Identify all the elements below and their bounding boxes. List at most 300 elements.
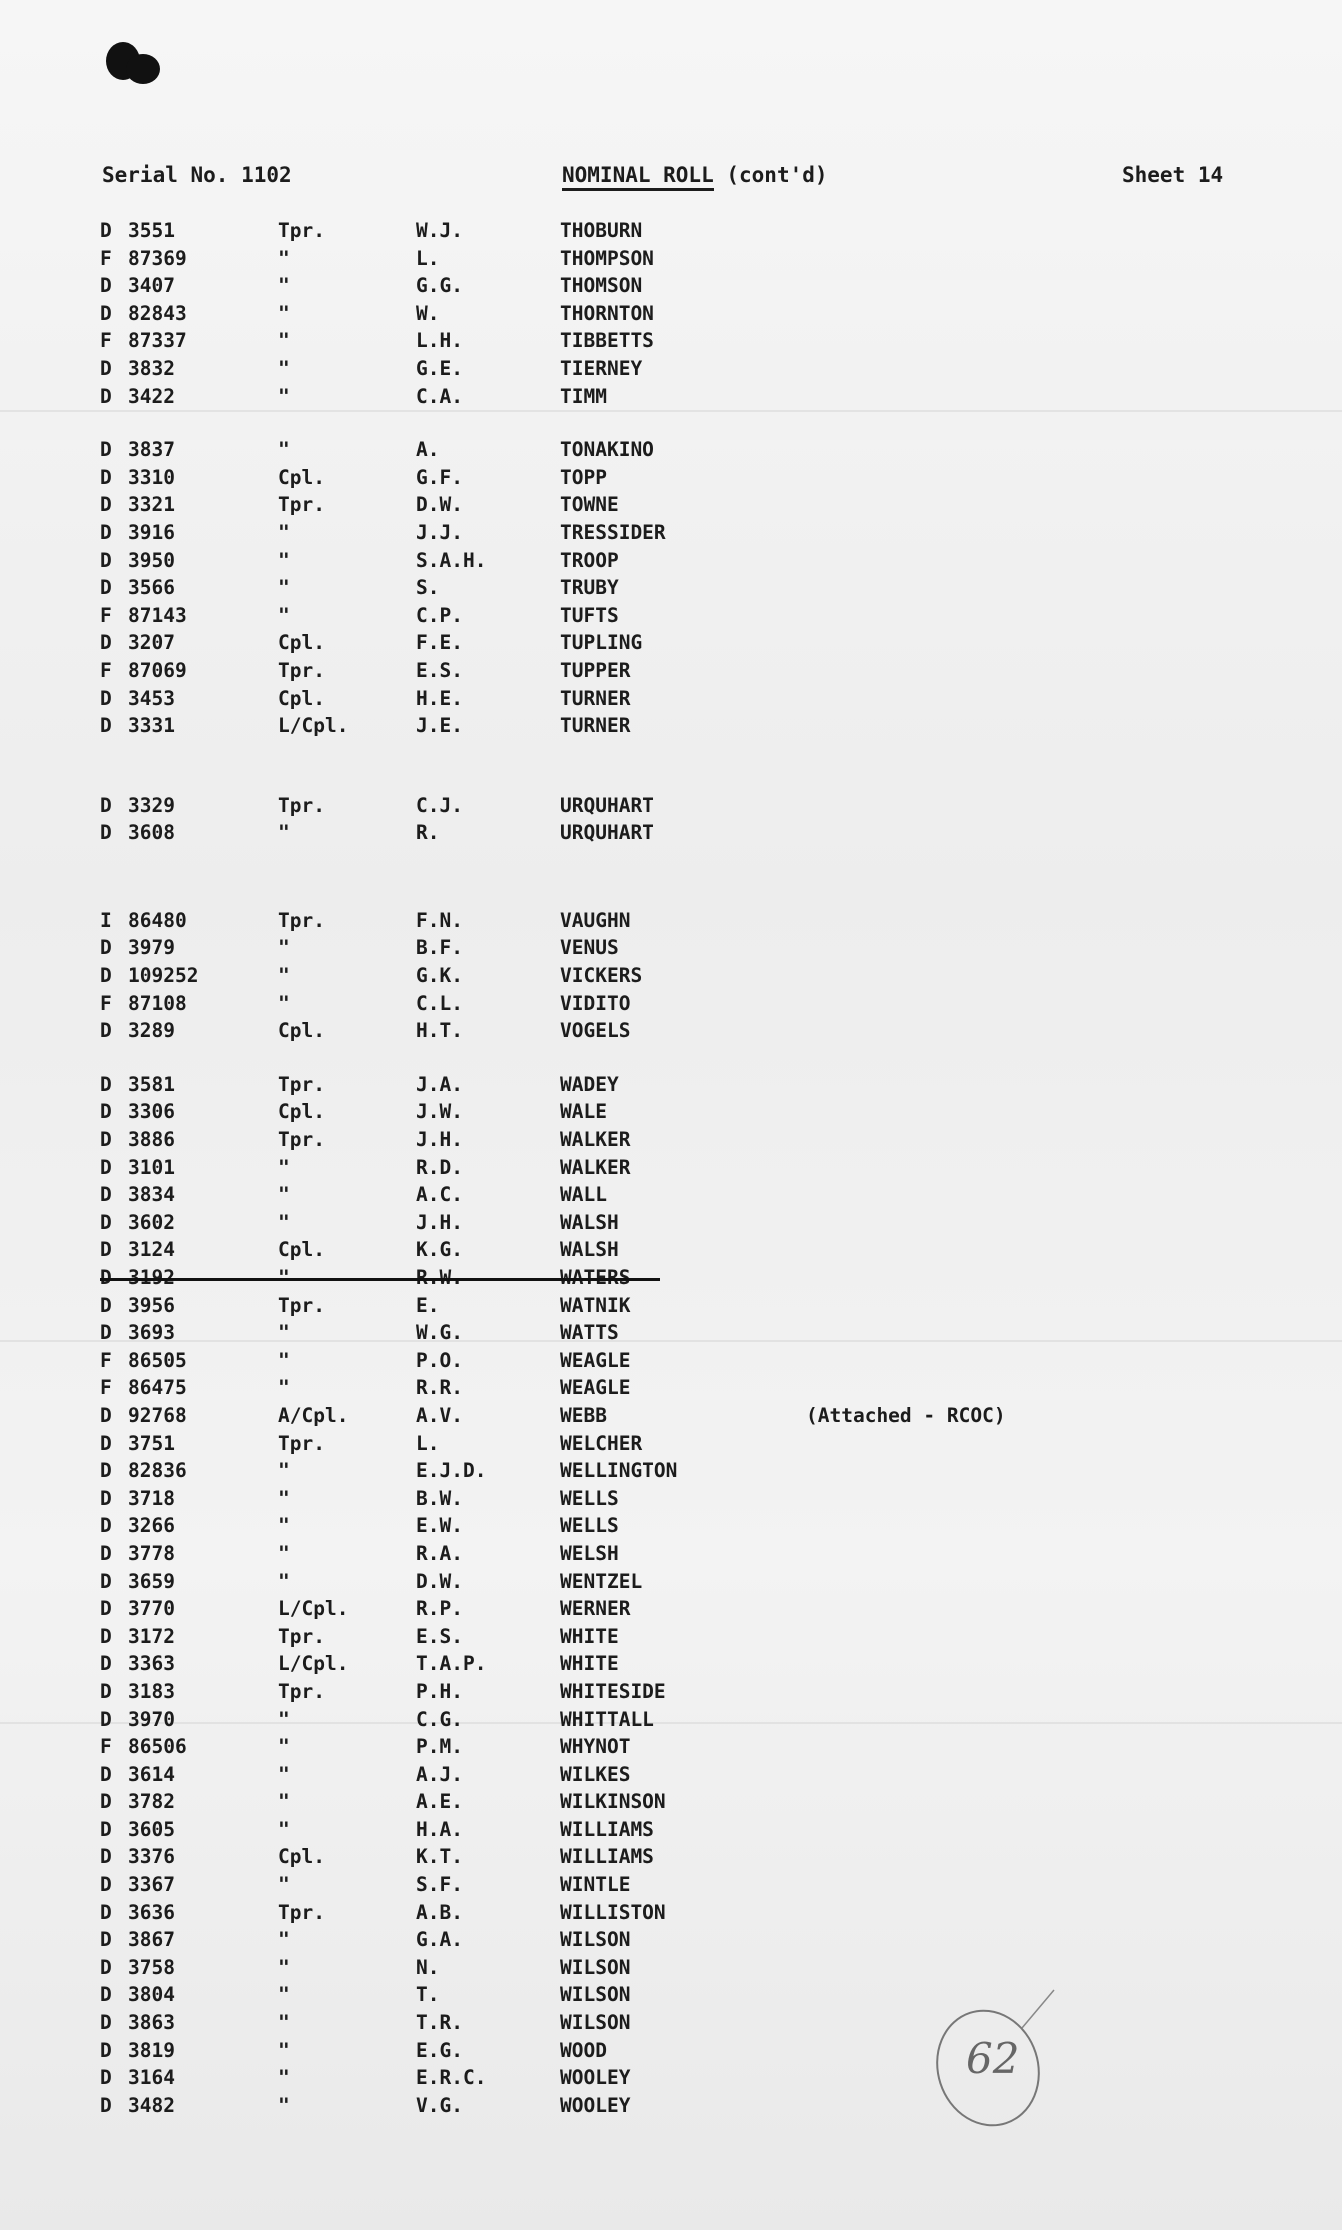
- rank: ": [278, 1514, 290, 1538]
- service-number: 3306: [128, 1100, 175, 1124]
- service-number: 3608: [128, 821, 175, 845]
- initials: A.: [416, 438, 440, 462]
- surname: TUPPER: [560, 658, 631, 682]
- surname: WILSON: [560, 1983, 631, 2007]
- service-prefix: D: [100, 2093, 112, 2117]
- initials: J.E.: [416, 714, 463, 738]
- service-number: 3758: [128, 1955, 175, 1979]
- rank: ": [278, 1541, 290, 1565]
- service-number: 3659: [128, 1569, 175, 1593]
- initials: A.V.: [416, 1403, 463, 1427]
- roll-entry: [0, 1432, 1342, 1460]
- service-number: 3367: [128, 1873, 175, 1897]
- rank: Tpr.: [278, 219, 325, 242]
- rank: ": [278, 1321, 290, 1345]
- initials: W.J.: [416, 219, 463, 242]
- surname: WALE: [560, 1100, 607, 1124]
- surname: THOBURN: [560, 219, 643, 242]
- roll-entry: [0, 1183, 1342, 1211]
- service-prefix: D: [100, 1486, 112, 1510]
- roll-entry: [0, 1790, 1342, 1818]
- service-number: 3819: [128, 2038, 175, 2062]
- surname: WELLS: [560, 1514, 619, 1538]
- service-number: 3329: [128, 793, 175, 817]
- service-prefix: F: [100, 1348, 112, 1372]
- initials: T.: [416, 1983, 440, 2007]
- service-prefix: D: [100, 1403, 112, 1427]
- service-prefix: D: [100, 1431, 112, 1455]
- rank: A/Cpl.: [278, 1403, 349, 1427]
- initials: P.O.: [416, 1348, 463, 1372]
- rank: Tpr.: [278, 908, 325, 932]
- service-prefix: D: [100, 1928, 112, 1952]
- rank: ": [278, 1348, 290, 1372]
- rank: Cpl.: [278, 1845, 325, 1869]
- roll-entry: [0, 438, 1342, 466]
- service-prefix: D: [100, 384, 112, 408]
- service-number: 92768: [128, 1403, 187, 1427]
- service-prefix: D: [100, 1155, 112, 1179]
- roll-entry: [0, 1818, 1342, 1846]
- service-number: 3718: [128, 1486, 175, 1510]
- service-prefix: F: [100, 329, 112, 353]
- service-number: 3970: [128, 1707, 175, 1731]
- roll-entry: [0, 1597, 1342, 1625]
- roll-entry: [0, 1901, 1342, 1929]
- initials: A.J.: [416, 1762, 463, 1786]
- initials: R.R.: [416, 1376, 463, 1400]
- roll-entry: [0, 329, 1342, 357]
- surname: VAUGHN: [560, 908, 631, 932]
- service-prefix: F: [100, 991, 112, 1015]
- initials: A.C.: [416, 1183, 463, 1207]
- surname: WEAGLE: [560, 1348, 631, 1372]
- rank: ": [278, 1376, 290, 1400]
- surname: WOOLEY: [560, 2093, 631, 2117]
- title-underlined: NOMINAL ROLL: [562, 163, 714, 191]
- service-number: 87337: [128, 329, 187, 353]
- surname: TOWNE: [560, 493, 619, 517]
- service-number: 3867: [128, 1928, 175, 1952]
- initials: B.W.: [416, 1486, 463, 1510]
- initials: D.W.: [416, 493, 463, 517]
- initials: E.J.D.: [416, 1459, 487, 1483]
- initials: R.: [416, 821, 440, 845]
- surname: TURNER: [560, 714, 631, 738]
- initials: E.R.C.: [416, 2066, 487, 2090]
- service-number: 3289: [128, 1019, 175, 1043]
- initials: P.M.: [416, 1735, 463, 1759]
- service-prefix: D: [100, 548, 112, 572]
- surname: TIBBETTS: [560, 329, 654, 353]
- surname: WALL: [560, 1183, 607, 1207]
- rank: ": [278, 1735, 290, 1759]
- roll-entry: [0, 1708, 1342, 1736]
- service-prefix: D: [100, 576, 112, 600]
- surname: WATTS: [560, 1321, 619, 1345]
- rank: ": [278, 1210, 290, 1234]
- surname: TONAKINO: [560, 438, 654, 462]
- service-prefix: D: [100, 793, 112, 817]
- rank: ": [278, 2093, 290, 2117]
- rank: Cpl.: [278, 1019, 325, 1043]
- rank: ": [278, 384, 290, 408]
- initials: G.E.: [416, 356, 463, 380]
- surname: THOMSON: [560, 274, 643, 298]
- service-prefix: D: [100, 1597, 112, 1621]
- service-number: 3310: [128, 465, 175, 489]
- serial-number: Serial No. 1102: [102, 163, 292, 187]
- roll-entry: [0, 219, 1342, 247]
- service-prefix: D: [100, 1128, 112, 1152]
- surname: WILSON: [560, 2011, 631, 2035]
- rank: Cpl.: [278, 1100, 325, 1124]
- rank: ": [278, 246, 290, 270]
- roll-entry: [0, 302, 1342, 330]
- initials: E.: [416, 1293, 440, 1317]
- rank: ": [278, 1707, 290, 1731]
- initials: B.F.: [416, 936, 463, 960]
- rank: ": [278, 2011, 290, 2035]
- surname: WELLINGTON: [560, 1459, 678, 1483]
- surname: WOOLEY: [560, 2066, 631, 2090]
- surname: WEAGLE: [560, 1376, 631, 1400]
- initials: G.F.: [416, 465, 463, 489]
- roll-entry: [0, 1514, 1342, 1542]
- service-number: 3172: [128, 1624, 175, 1648]
- service-prefix: D: [100, 821, 112, 845]
- page-number-text: 62: [966, 2034, 1020, 2083]
- initials: J.W.: [416, 1100, 463, 1124]
- service-prefix: F: [100, 658, 112, 682]
- service-prefix: D: [100, 1459, 112, 1483]
- service-prefix: D: [100, 631, 112, 655]
- roll-entry: [0, 1652, 1342, 1680]
- service-number: 82836: [128, 1459, 187, 1483]
- service-number: 3422: [128, 384, 175, 408]
- roll-entry: [0, 385, 1342, 413]
- initials: E.S.: [416, 658, 463, 682]
- roll-entry: [0, 1763, 1342, 1791]
- roll-entry: [0, 2094, 1342, 2122]
- initials: J.H.: [416, 1128, 463, 1152]
- rank: Cpl.: [278, 465, 325, 489]
- service-number: 3950: [128, 548, 175, 572]
- service-number: 3331: [128, 714, 175, 738]
- roll-entry: [0, 466, 1342, 494]
- service-number: 86505: [128, 1348, 187, 1372]
- service-prefix: D: [100, 520, 112, 544]
- rank: Cpl.: [278, 1238, 325, 1262]
- service-prefix: D: [100, 2066, 112, 2090]
- rank: ": [278, 1569, 290, 1593]
- rank: ": [278, 1928, 290, 1952]
- service-number: 3804: [128, 1983, 175, 2007]
- surname: WINTLE: [560, 1873, 631, 1897]
- initials: L.: [416, 1431, 440, 1455]
- surname: WALSH: [560, 1238, 619, 1262]
- surname: WENTZEL: [560, 1569, 643, 1593]
- initials: E.W.: [416, 1514, 463, 1538]
- surname: WELCHER: [560, 1431, 643, 1455]
- roll-entry: [0, 964, 1342, 992]
- rank: ": [278, 991, 290, 1015]
- roll-entry: [0, 1983, 1342, 2011]
- roll-entry: [0, 604, 1342, 632]
- service-number: 3956: [128, 1293, 175, 1317]
- initials: R.P.: [416, 1597, 463, 1621]
- roll-entry: [0, 1349, 1342, 1377]
- rank: L/Cpl.: [278, 714, 349, 738]
- service-prefix: D: [100, 1900, 112, 1924]
- service-prefix: D: [100, 1873, 112, 1897]
- surname: URQUHART: [560, 793, 654, 817]
- rank: Tpr.: [278, 1431, 325, 1455]
- service-prefix: F: [100, 603, 112, 627]
- service-number: 3605: [128, 1817, 175, 1841]
- surname: TURNER: [560, 686, 631, 710]
- roll-entry: [0, 247, 1342, 275]
- surname: TUFTS: [560, 603, 619, 627]
- roll-entry: [0, 794, 1342, 822]
- rank: ": [278, 329, 290, 353]
- rank: ": [278, 301, 290, 325]
- initials: N.: [416, 1955, 440, 1979]
- rank: Tpr.: [278, 1293, 325, 1317]
- surname: WHITESIDE: [560, 1679, 666, 1703]
- surname: WILLIAMS: [560, 1817, 654, 1841]
- service-prefix: D: [100, 1183, 112, 1207]
- service-prefix: F: [100, 1735, 112, 1759]
- service-prefix: D: [100, 1100, 112, 1124]
- service-prefix: D: [100, 1679, 112, 1703]
- initials: A.E.: [416, 1790, 463, 1814]
- rank: ": [278, 2038, 290, 2062]
- initials: E.S.: [416, 1624, 463, 1648]
- surname: URQUHART: [560, 821, 654, 845]
- remark: (Attached - RCOC): [806, 1403, 1006, 1427]
- service-number: 3770: [128, 1597, 175, 1621]
- initials: K.T.: [416, 1845, 463, 1869]
- service-number: 3376: [128, 1845, 175, 1869]
- roll-entry: [0, 274, 1342, 302]
- roll-entry: [0, 576, 1342, 604]
- service-number: 3551: [128, 219, 175, 242]
- service-number: 3602: [128, 1210, 175, 1234]
- surname: WHYNOT: [560, 1735, 631, 1759]
- roll-entry: [0, 1321, 1342, 1349]
- service-number: 3453: [128, 686, 175, 710]
- service-number: 3979: [128, 936, 175, 960]
- service-number: 109252: [128, 964, 199, 988]
- rank: Cpl.: [278, 686, 325, 710]
- service-number: 3636: [128, 1900, 175, 1924]
- service-number: 3183: [128, 1679, 175, 1703]
- roll-entry: [0, 909, 1342, 937]
- rank: ": [278, 1459, 290, 1483]
- roll-entry: [0, 1570, 1342, 1598]
- roll-entry: [0, 714, 1342, 742]
- initials: E.G.: [416, 2038, 463, 2062]
- initials: D.W.: [416, 1569, 463, 1593]
- service-prefix: D: [100, 1707, 112, 1731]
- surname: WERNER: [560, 1597, 631, 1621]
- service-number: 3363: [128, 1652, 175, 1676]
- service-prefix: D: [100, 714, 112, 738]
- rank: Tpr.: [278, 493, 325, 517]
- surname: TOPP: [560, 465, 607, 489]
- service-number: 3207: [128, 631, 175, 655]
- rank: Tpr.: [278, 1072, 325, 1096]
- page-header: [0, 163, 1342, 193]
- service-number: 87069: [128, 658, 187, 682]
- service-number: 3693: [128, 1321, 175, 1345]
- surname: VIDITO: [560, 991, 631, 1015]
- rank: Tpr.: [278, 658, 325, 682]
- initials: C.G.: [416, 1707, 463, 1731]
- rank: ": [278, 936, 290, 960]
- initials: C.L.: [416, 991, 463, 1015]
- roll-entry: [0, 1266, 1342, 1294]
- service-number: 3886: [128, 1128, 175, 1152]
- surname: TRESSIDER: [560, 520, 666, 544]
- service-prefix: D: [100, 465, 112, 489]
- roll-entry: [0, 2011, 1342, 2039]
- rank: ": [278, 274, 290, 298]
- service-prefix: D: [100, 1514, 112, 1538]
- title-suffix: (cont'd): [726, 163, 828, 187]
- service-number: 3832: [128, 356, 175, 380]
- rank: ": [278, 821, 290, 845]
- service-number: 3101: [128, 1155, 175, 1179]
- rank: ": [278, 356, 290, 380]
- initials: J.H.: [416, 1210, 463, 1234]
- service-number: 87369: [128, 246, 187, 270]
- sheet-number: Sheet 14: [1122, 163, 1224, 187]
- service-prefix: I: [100, 908, 112, 932]
- handwritten-page-number: [926, 1986, 1056, 2136]
- roll-entry: [0, 1156, 1342, 1184]
- initials: C.J.: [416, 793, 463, 817]
- initials: J.J.: [416, 520, 463, 544]
- rank: Tpr.: [278, 1679, 325, 1703]
- surname: WALKER: [560, 1128, 631, 1152]
- ink-blot-mark: [104, 42, 164, 88]
- service-prefix: D: [100, 1072, 112, 1096]
- surname: VOGELS: [560, 1019, 631, 1043]
- service-number: 3407: [128, 274, 175, 298]
- strikethrough-line: [100, 1278, 660, 1281]
- service-number: 3614: [128, 1762, 175, 1786]
- surname: WHITE: [560, 1652, 619, 1676]
- rank: ": [278, 1762, 290, 1786]
- service-number: 87143: [128, 603, 187, 627]
- surname: WOOD: [560, 2038, 607, 2062]
- rank: ": [278, 1817, 290, 1841]
- initials: S.A.H.: [416, 548, 487, 572]
- service-prefix: D: [100, 1955, 112, 1979]
- initials: F.E.: [416, 631, 463, 655]
- rank: ": [278, 1873, 290, 1897]
- initials: H.T.: [416, 1019, 463, 1043]
- roll-entry: [0, 1625, 1342, 1653]
- rank: ": [278, 1155, 290, 1179]
- roll-entry: [0, 1128, 1342, 1156]
- initials: V.G.: [416, 2093, 463, 2117]
- roll-entry: [0, 936, 1342, 964]
- surname: TROOP: [560, 548, 619, 572]
- roll-entry: [0, 1487, 1342, 1515]
- initials: R.A.: [416, 1541, 463, 1565]
- rank: Tpr.: [278, 1900, 325, 1924]
- roll-entry: [0, 1873, 1342, 1901]
- initials: L.H.: [416, 329, 463, 353]
- surname: WHITTALL: [560, 1707, 654, 1731]
- rank: ": [278, 2066, 290, 2090]
- initials: R.D.: [416, 1155, 463, 1179]
- rank: ": [278, 548, 290, 572]
- service-number: 3266: [128, 1514, 175, 1538]
- surname: WEBB: [560, 1403, 607, 1427]
- service-number: 3751: [128, 1431, 175, 1455]
- service-prefix: D: [100, 1293, 112, 1317]
- service-number: 3581: [128, 1072, 175, 1096]
- service-number: 3837: [128, 438, 175, 462]
- initials: S.: [416, 576, 440, 600]
- initials: T.A.P.: [416, 1652, 487, 1676]
- roll-entry: [0, 1459, 1342, 1487]
- service-prefix: D: [100, 1238, 112, 1262]
- roll-entry: [0, 1100, 1342, 1128]
- rank: ": [278, 520, 290, 544]
- service-prefix: D: [100, 1652, 112, 1676]
- service-number: 82843: [128, 301, 187, 325]
- rank: Tpr.: [278, 793, 325, 817]
- surname: VICKERS: [560, 964, 643, 988]
- service-number: 3778: [128, 1541, 175, 1565]
- roll-entry: [0, 549, 1342, 577]
- initials: W.: [416, 301, 440, 325]
- rank: ": [278, 603, 290, 627]
- surname: TIMM: [560, 384, 607, 408]
- service-prefix: D: [100, 936, 112, 960]
- roll-entry: [0, 1404, 1342, 1432]
- service-prefix: D: [100, 1762, 112, 1786]
- service-prefix: D: [100, 493, 112, 517]
- initials: A.B.: [416, 1900, 463, 1924]
- rank: Tpr.: [278, 1128, 325, 1152]
- service-number: 3916: [128, 520, 175, 544]
- initials: J.A.: [416, 1072, 463, 1096]
- initials: F.N.: [416, 908, 463, 932]
- surname: WHITE: [560, 1624, 619, 1648]
- surname: WATNIK: [560, 1293, 631, 1317]
- service-prefix: D: [100, 686, 112, 710]
- roll-entry: [0, 687, 1342, 715]
- service-prefix: D: [100, 1817, 112, 1841]
- roll-entry: [0, 1376, 1342, 1404]
- surname: WALKER: [560, 1155, 631, 1179]
- initials: S.F.: [416, 1873, 463, 1897]
- surname: WILSON: [560, 1928, 631, 1952]
- service-prefix: D: [100, 2038, 112, 2062]
- initials: K.G.: [416, 1238, 463, 1262]
- roll-entry: [0, 1735, 1342, 1763]
- service-prefix: F: [100, 246, 112, 270]
- initials: W.G.: [416, 1321, 463, 1345]
- initials: C.P.: [416, 603, 463, 627]
- surname: WILLISTON: [560, 1900, 666, 1924]
